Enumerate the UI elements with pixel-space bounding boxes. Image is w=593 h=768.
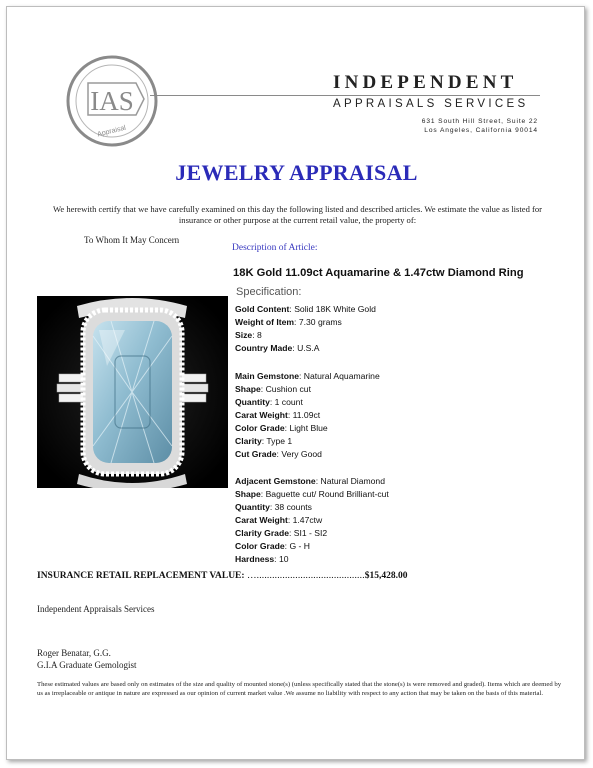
- logo-ring-text: Appraisal: [96, 124, 127, 139]
- spec-row: Cut Grade: Very Good: [235, 449, 322, 459]
- signer-title: G.I.A Graduate Gemologist: [37, 660, 137, 670]
- spec-row: Carat Weight: 11.09ct: [235, 410, 321, 420]
- spec-row: Adjacent Gemstone: Natural Diamond: [235, 476, 385, 486]
- document-title: JEWELRY APPRAISAL: [175, 160, 418, 185]
- replacement-value: $15,428.00: [364, 571, 408, 581]
- company-address: [422, 117, 538, 135]
- spec-row: Main Gemstone: Natural Aquamarine: [235, 371, 380, 381]
- certification-text: [40, 204, 555, 226]
- spec-row: Hardness: 10: [235, 554, 289, 564]
- disclaimer: These estimated values are based only on estimates of the size and quality of mounted stone(s) (unless specifically stated that the stone(s) is were removed and graded). Items which are deemed by us as irreplaceable or antique in nature are expressed as our opinion of current market value .We assume no liability with respect to any action that may be taken on the basis of this material.: [37, 681, 562, 698]
- issuer-name: Independent Appraisals Services: [37, 604, 155, 614]
- replacement-value-line: [37, 571, 408, 581]
- company-name: INDEPENDENT: [333, 72, 518, 93]
- spec-row: Color Grade: Light Blue: [235, 423, 328, 433]
- spec-row: Quantity: 1 count: [235, 397, 303, 407]
- specification-label: Specification:: [236, 286, 302, 298]
- description-label: Description of Article:: [232, 243, 318, 253]
- replacement-value-label: INSURANCE RETAIL REPLACEMENT VALUE:: [37, 571, 245, 581]
- item-title: 18K Gold 11.09ct Aquamarine & 1.47ctw Diamond Ring: [233, 267, 524, 279]
- spec-group-adjacent-gemstone: [235, 475, 389, 566]
- spec-row: Color Grade: G - H: [235, 541, 310, 551]
- spec-group-main-gemstone: [235, 370, 380, 461]
- spec-row: Gold Content: Solid 18K White Gold: [235, 304, 376, 314]
- spec-row: Country Made: U.S.A: [235, 343, 320, 353]
- spec-row: Clarity Grade: SI1 - SI2: [235, 528, 328, 538]
- recipient: To Whom It May Concern: [84, 235, 180, 245]
- leader-dots: …..........................................: [246, 571, 365, 581]
- spec-row: Shape: Cushion cut: [235, 384, 311, 394]
- header-divider: [150, 95, 540, 96]
- spec-row: Carat Weight: 1.47ctw: [235, 515, 323, 525]
- logo-initials: IAS: [90, 86, 134, 116]
- address-line-1: 631 South Hill Street, Suite 22: [421, 118, 538, 125]
- ias-logo: [66, 55, 158, 147]
- spec-row: Shape: Baguette cut/ Round Brilliant-cut: [235, 489, 389, 499]
- certification-line-1: We herewith certify that we have carefully examined on this day the following listed and described articles. We estimate the value as listed for: [52, 204, 543, 214]
- spec-row: Size: 8: [235, 330, 262, 340]
- spec-row: Clarity: Type 1: [235, 436, 293, 446]
- signer-name: Roger Benatar, G.G.: [37, 648, 111, 658]
- ring-photo: [37, 296, 228, 488]
- address-line-2: Los Angeles, California 90014: [424, 127, 538, 134]
- spec-row: Weight of Item: 7.30 grams: [235, 317, 342, 327]
- spec-group-metal: [235, 303, 376, 355]
- certification-line-2: insurance or other purpose at the current retail value, the property of:: [178, 215, 417, 225]
- spec-row: Quantity: 38 counts: [235, 502, 312, 512]
- company-services: APPRAISALS SERVICES: [333, 98, 529, 110]
